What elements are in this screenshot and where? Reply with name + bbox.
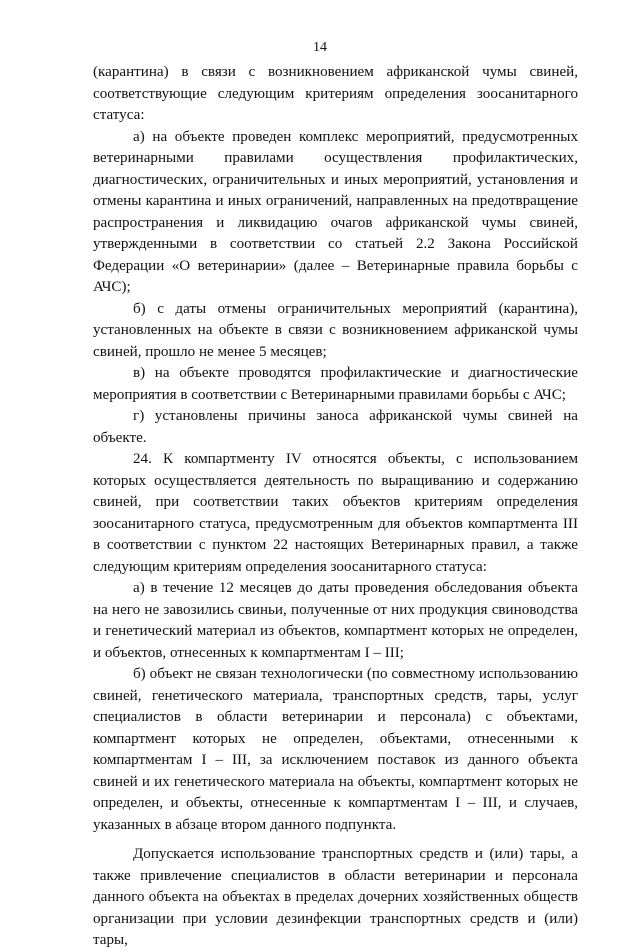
page-number: 14 [313,40,327,55]
paragraph-section-24-item-b: б) объект не связан технологически (по совместному использованию свиней, генетического материала, транспортных средств, тары, услуг специалистов в области ветеринарии и персонала) с объектами, компартмент которых не определен, объектами, отнесенными к компартментам I – III, за исключением поставок из данного объекта свиней и их генетического материала на объекты, компартмент которых не определен, и объекты, отнесенные к компартментам I – III, и случаев, указанных в абзаце втором данного подпункта. [93,666,578,833]
paragraph-item-v: в) на объекте проводятся профилактические и диагностические мероприятия в соответствии с Ветеринарными правилами борьбы с АЧС; [93,365,578,403]
paragraph-item-g: г) установлены причины заноса африканской чумы свиней на объекте. [93,408,578,446]
paragraph-item-a: а) на объекте проведен комплекс мероприятий, предусмотренных ветеринарными правилами осуществления профилактических, диагностических, ограничительных и иных мероприятий, установления и отмены карантина и иных ограничений, направленных на предотвращение распространения и ликвидацию очагов африканской чумы свиней, утвержденными в соответствии со статьей 2.2 Закона Российской Федерации «О ветеринарии» (далее – Ветеринарные правила борьбы с АЧС); [93,128,578,295]
paragraph-allowance: Допускается использование транспортных средств и (или) тары, а также привлечение специалистов в области ветеринарии и персонала данного объекта на объектах в пределах дочерних хозяйственных обществ организации при условии дезинфекции транспортных средств и (или) тары, [93,846,578,948]
document-body [93,62,578,952]
paragraph-section-24: 24. К компартменту IV относятся объекты, с использованием которых осуществляется деятельность по выращиванию и содержанию свиней, при соответствии таких объектов критериям определения зоосанитарного статуса, предусмотренным для объектов компартмента III в соответствии с пунктом 22 настоящих Ветеринарных правил, а также следующим критериям определения зоосанитарного статуса: [93,451,578,575]
paragraph-item-b: б) с даты отмены ограничительных мероприятий (карантина), установленных на объекте в связи с возникновением африканской чумы свиней, прошло не менее 5 месяцев; [93,300,578,360]
paragraph-section-24-item-a: а) в течение 12 месяцев до даты проведения обследования объекта на него не завозились свиньи, полученные от них продукция свиноводства и генетический материал из объектов, компартмент которых не определен, и объектов, отнесенных к компартментам I – III; [93,580,578,661]
paragraph-continuation: (карантина) в связи с возникновением африканской чумы свиней, соответствующие следующим критериям определения зоосанитарного статуса: [93,64,578,123]
